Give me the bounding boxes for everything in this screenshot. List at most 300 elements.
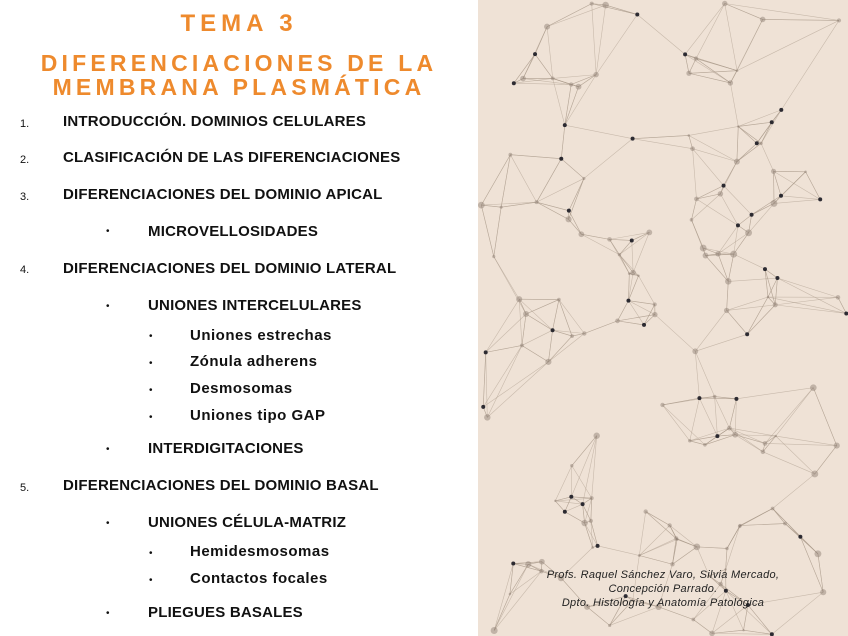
network-line [494, 257, 526, 314]
network-line [691, 199, 696, 220]
network-node [767, 296, 769, 298]
network-line [728, 254, 733, 281]
network-line [781, 20, 839, 109]
network-line [740, 508, 773, 526]
network-line [735, 435, 765, 444]
network-line [725, 3, 737, 70]
network-line [735, 435, 763, 452]
network-line [696, 194, 720, 199]
network-node [484, 414, 490, 420]
network-line [699, 398, 717, 436]
network-line [734, 233, 749, 254]
network-node [763, 267, 767, 271]
network-node [727, 426, 732, 431]
network-node [590, 2, 594, 6]
network-line [813, 388, 836, 446]
network-line [689, 135, 737, 161]
network-line [583, 436, 597, 504]
network-node [660, 403, 664, 407]
network-node [544, 24, 550, 30]
network-line [646, 512, 670, 526]
network-line [547, 5, 606, 27]
network-line [548, 330, 552, 362]
network-line [738, 126, 757, 143]
network-line [522, 330, 553, 345]
network-line [774, 199, 820, 203]
network-line [727, 305, 776, 311]
network-line [559, 300, 584, 334]
network-line [715, 397, 730, 429]
network-line [486, 314, 526, 352]
network-node [810, 384, 817, 391]
network-node [804, 170, 807, 173]
network-line [690, 436, 718, 441]
network-line [592, 4, 596, 75]
network-line [483, 362, 548, 407]
network-node [630, 238, 634, 242]
network-line [776, 388, 814, 436]
network-line [689, 73, 730, 83]
network-line [494, 207, 501, 256]
network-line [555, 466, 571, 501]
network-line [565, 75, 596, 126]
network-line [734, 225, 738, 254]
network-line [738, 215, 752, 226]
network-line [662, 397, 714, 405]
network-node [798, 535, 802, 539]
network-line [565, 85, 571, 126]
network-node [688, 134, 691, 137]
network-line [571, 497, 591, 498]
network-line [553, 78, 565, 125]
network-line [777, 278, 846, 313]
network-node [771, 507, 775, 511]
network-line [596, 5, 605, 75]
network-line [785, 524, 818, 554]
bullet-icon: • [106, 518, 110, 529]
network-line [773, 474, 815, 509]
network-node [569, 82, 573, 86]
outline-item: CLASIFICACIÓN DE LAS DIFERENCIACIONES [63, 149, 401, 166]
network-node [484, 350, 488, 354]
bullet-icon: • [106, 608, 110, 619]
network-line [584, 139, 633, 179]
network-line [486, 299, 519, 352]
network-line [695, 310, 726, 351]
bullet-icon: • [106, 444, 110, 455]
network-node [523, 311, 529, 317]
network-line [569, 178, 584, 219]
network-line [581, 234, 619, 254]
network-node [520, 76, 526, 82]
network-line [712, 633, 772, 634]
network-node [578, 231, 584, 237]
network-line [737, 143, 757, 161]
network-line [572, 436, 597, 466]
network-node [725, 547, 728, 550]
network-line [777, 278, 838, 297]
network-node [834, 443, 840, 449]
slide-title-line1: DIFERENCIACIONES DE LA [40, 50, 438, 76]
network-line [633, 135, 689, 138]
network-line [662, 405, 704, 445]
network-line [510, 155, 536, 202]
network-line [487, 345, 522, 417]
network-node [690, 146, 695, 151]
network-line [761, 110, 781, 144]
network-line [724, 186, 752, 215]
network-line [610, 239, 632, 240]
outline-subsubitem: Desmosomas [190, 380, 293, 397]
network-node [512, 81, 516, 85]
network-line [712, 630, 744, 633]
network-node [589, 519, 593, 523]
network-line [690, 398, 700, 441]
network-line [486, 345, 522, 352]
network-node [551, 328, 555, 332]
network-node [576, 84, 582, 90]
network-node [691, 618, 695, 622]
network-line [696, 199, 737, 225]
network-line [510, 155, 561, 159]
network-line [514, 78, 553, 83]
network-line [696, 3, 725, 58]
network-line [571, 436, 596, 497]
bullet-icon: • [149, 412, 153, 423]
network-line [535, 54, 553, 78]
outline-subsubitem: Hemidesmosomas [190, 543, 330, 560]
network-node [773, 302, 778, 307]
network-node [745, 229, 752, 236]
network-node [500, 206, 503, 209]
slide-title-line2: MEMBRANA PLASMÁTICA [52, 74, 426, 100]
network-node [652, 312, 657, 317]
network-node [478, 202, 485, 209]
network-node [771, 169, 776, 174]
bullet-icon: • [149, 575, 153, 586]
network-node [533, 52, 537, 56]
outline-subsubitem: Zónula adherens [190, 353, 318, 370]
network-node [728, 80, 733, 85]
network-line [696, 59, 730, 83]
network-line [547, 4, 592, 27]
network-node [559, 157, 563, 161]
network-node [511, 562, 515, 566]
network-line [639, 556, 672, 565]
network-node [836, 295, 841, 300]
network-node [608, 624, 611, 627]
network-line [736, 388, 813, 399]
network-node [745, 332, 749, 336]
outline-subsubitem: Contactos focales [190, 570, 328, 587]
bullet-icon: • [106, 301, 110, 312]
network-node [563, 123, 567, 127]
network-node [631, 137, 635, 141]
outline-number: 3. [20, 191, 30, 203]
network-node [694, 544, 701, 551]
network-line [705, 256, 728, 282]
network-line [555, 501, 565, 512]
network-line [639, 512, 645, 556]
network-node [670, 562, 674, 566]
network-node [722, 184, 726, 188]
network-node [591, 546, 594, 549]
network-line [592, 436, 597, 498]
network-line [522, 345, 548, 361]
network-line [725, 3, 763, 19]
network-line [749, 203, 774, 232]
network-line [646, 512, 677, 540]
network-node [837, 18, 841, 22]
network-line [494, 564, 528, 630]
network-node [596, 544, 600, 548]
network-line [672, 538, 676, 564]
network-line [606, 5, 638, 14]
network-node [535, 200, 539, 204]
network-line [734, 254, 765, 269]
network-line [610, 239, 630, 273]
network-node [676, 538, 679, 541]
network-line [737, 20, 839, 70]
outline-item: DIFERENCIACIONES DEL DOMINIO BASAL [63, 477, 379, 494]
outline-item: INTRODUCCIÓN. DOMINIOS CELULARES [63, 113, 367, 130]
network-line [486, 352, 488, 417]
network-line [617, 321, 644, 325]
network-line [815, 446, 837, 474]
network-line [553, 300, 559, 331]
network-node [582, 331, 586, 335]
network-node [520, 344, 524, 348]
network-node [581, 520, 587, 526]
network-line [637, 14, 685, 54]
network-node [688, 439, 691, 442]
network-line [693, 149, 697, 199]
outline-number: 5. [20, 482, 30, 494]
network-line [483, 345, 522, 406]
outline-subitem: MICROVELLOSIDADES [148, 223, 319, 240]
network-node [668, 523, 672, 527]
network-line [559, 300, 572, 337]
network-node [820, 589, 826, 595]
outline-subitem: UNIONES CÉLULA-MATRIZ [148, 514, 347, 531]
network-node [582, 177, 585, 180]
network-line [628, 301, 644, 325]
network-line [537, 178, 584, 202]
network-line [592, 4, 638, 15]
network-node [509, 593, 511, 595]
network-node [738, 524, 741, 527]
network-node [722, 1, 727, 6]
network-line [724, 162, 737, 186]
network-node [637, 274, 640, 277]
decorative-network-panel [478, 0, 848, 636]
network-node [686, 71, 691, 76]
bullet-icon: • [106, 226, 110, 237]
network-node [581, 502, 585, 506]
network-node [628, 272, 631, 275]
network-line [526, 300, 559, 314]
bullet-icon: • [149, 548, 153, 559]
network-line [757, 122, 772, 143]
network-node [703, 443, 707, 447]
network-line [481, 205, 493, 256]
network-line [662, 405, 689, 441]
network-line [628, 276, 638, 301]
network-line [676, 538, 697, 546]
network-node [814, 550, 821, 557]
network-node [715, 434, 719, 438]
bullet-icon: • [149, 385, 153, 396]
network-line [655, 315, 695, 352]
network-node [771, 200, 778, 207]
network-line [800, 537, 823, 592]
network-node [779, 194, 783, 198]
network-node [737, 125, 740, 128]
network-line [547, 27, 553, 79]
network-line [610, 232, 650, 239]
network-node [759, 142, 762, 145]
network-node [653, 302, 657, 306]
network-line [483, 352, 485, 407]
outline-item: DIFERENCIACIONES DEL DOMINIO APICAL [63, 186, 383, 203]
network-line [565, 125, 633, 139]
network-node [715, 251, 721, 257]
network-line [553, 75, 596, 79]
network-line [487, 362, 548, 417]
bullet-icon: • [149, 358, 153, 369]
network-line [705, 435, 735, 445]
network-node [630, 270, 635, 275]
network-line [727, 281, 729, 310]
network-node [736, 69, 739, 72]
network-node [593, 72, 598, 77]
network-node [646, 230, 652, 236]
network-node [516, 296, 522, 302]
network-line [695, 351, 714, 396]
network-node [760, 17, 766, 23]
outline-subitem: UNIONES INTERCELULARES [148, 297, 362, 314]
network-line [781, 196, 820, 200]
network-line [685, 3, 725, 54]
bullet-icon: • [149, 331, 153, 342]
network-node [734, 159, 740, 165]
network-node [724, 308, 729, 313]
network-line [765, 388, 813, 444]
network-line [619, 240, 631, 254]
network-line [718, 254, 728, 282]
network-node [593, 433, 599, 439]
network-line [715, 397, 718, 437]
network-pattern-image [478, 0, 848, 636]
network-line [720, 194, 738, 226]
network-node [742, 629, 744, 631]
outline-number: 1. [20, 118, 30, 130]
network-line [693, 619, 712, 633]
network-node [618, 253, 621, 256]
network-node [551, 77, 555, 81]
network-line [561, 159, 584, 179]
network-line [763, 452, 815, 474]
network-node [557, 298, 561, 302]
network-node [590, 496, 594, 500]
network-line [522, 314, 526, 345]
network-line [718, 233, 748, 254]
network-node [734, 397, 738, 401]
network-line [725, 3, 839, 20]
network-node [683, 52, 687, 56]
network-line [494, 564, 513, 631]
network-line [672, 547, 696, 564]
network-node [569, 495, 573, 499]
network-line [729, 428, 762, 452]
network-line [572, 466, 592, 498]
network-line [728, 278, 777, 281]
network-node [709, 631, 715, 636]
network-line [695, 351, 699, 398]
network-node [491, 627, 498, 634]
network-line [730, 83, 738, 127]
network-node [545, 359, 551, 365]
network-node [694, 56, 698, 60]
network-line [697, 547, 727, 549]
network-node [642, 323, 646, 327]
topic-number: TEMA 3 [180, 10, 298, 37]
network-node [615, 319, 620, 324]
network-node [775, 276, 779, 280]
network-node [481, 405, 485, 409]
network-node [750, 213, 754, 217]
network-node [700, 245, 707, 252]
network-line [565, 512, 585, 523]
network-node [635, 12, 639, 16]
network-node [844, 311, 848, 315]
network-node [626, 299, 630, 303]
network-node [779, 108, 783, 112]
network-node [718, 191, 724, 197]
outline-item: DIFERENCIACIONES DEL DOMINIO LATERAL [63, 260, 397, 277]
network-node [736, 223, 740, 227]
network-node [563, 510, 567, 514]
network-line [738, 126, 761, 143]
network-line [639, 276, 655, 305]
network-line [639, 539, 677, 555]
network-line [584, 321, 617, 334]
network-line [763, 19, 839, 20]
network-node [492, 255, 495, 258]
network-line [685, 54, 689, 73]
network-line [596, 14, 637, 74]
network-line [695, 334, 747, 351]
network-line [752, 203, 774, 214]
network-line [776, 436, 815, 474]
network-line [737, 143, 761, 161]
network-line [639, 525, 669, 555]
network-line [761, 143, 773, 171]
network-line [685, 54, 737, 70]
network-line [537, 202, 569, 219]
network-node [607, 237, 612, 242]
network-line [693, 149, 737, 162]
credits-line: Profs. Raquel Sánchez Varo, Silvia Mercado, [546, 569, 780, 581]
outline-subsubitem: Uniones estrechas [190, 327, 332, 344]
network-node [525, 561, 531, 567]
network-node [774, 435, 776, 437]
network-line [537, 202, 569, 211]
network-line [685, 54, 730, 83]
network-line [569, 178, 584, 210]
network-node [763, 441, 768, 446]
credits-line: Dpto. Histología y Anatomía Patológica [561, 597, 765, 609]
